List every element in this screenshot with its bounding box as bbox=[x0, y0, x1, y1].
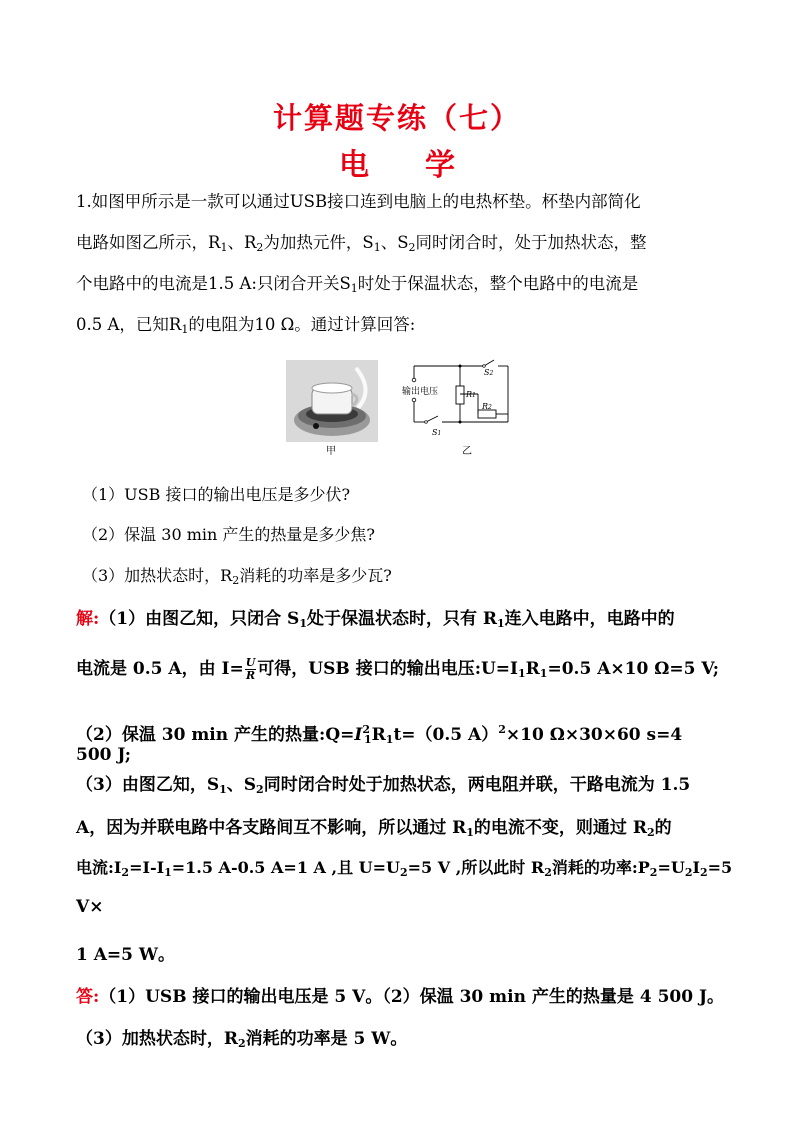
cup-warmer-photo bbox=[286, 360, 378, 442]
problem-text bbox=[76, 181, 722, 345]
solution-line-3: （2）保温 30 min 产生的热量$:Q=I^2_1R_1t=(0.5$ A）$^2$×10 Ω×30×60 s=4 500 J; bbox=[76, 723, 683, 765]
question-3: （3）加热状态时，$R_2$消耗的功率是多少瓦? bbox=[82, 566, 392, 587]
solution-line-1: 解:（1）由图乙知，只闭合 $S_1$处于保温状态时，只有 $R_1$连入电路中，电路中的 bbox=[76, 609, 675, 630]
answer-line-1: 答:（1）USB 接口的输出电压是 5 V。（2）保温 30 min 产生的热量是 4 500 J。 bbox=[76, 987, 725, 1007]
label-jia: 甲 bbox=[326, 446, 336, 457]
problem-line-2: 电路如图乙所示，$R_1$、$R_2$为加热元件，$S_1$、$S_2$同时闭合时，处于加热状态，整 bbox=[76, 233, 647, 254]
solution-line-4: （3）由图乙知，$S_1$、$S_2$同时闭合时处于加热状态，两电阻并联，干路电流为 1.5 bbox=[76, 775, 691, 796]
solution-line-2: 电流是 0.5 A，由 I= $\frac{U}{R}$ 可得，USB 接口的输出电压$:U=I_1R_1=0.5$ A×10 Ω=5 V; bbox=[76, 656, 720, 682]
solution-line-6: 电流$:I_2=I-I_1=1.5$ A-0.5 A=1 A ,且 $U=U_2=5$ V ,所以此时 $R_2$消耗的功率$:P_2=U_2I_2=5$ bbox=[76, 858, 733, 879]
solution-label: 解: bbox=[76, 609, 100, 629]
problem-line-4: 0.5 A，已知$R_1$的电阻为10 Ω。通过计算回答: bbox=[76, 315, 416, 336]
page-subtitle bbox=[0, 140, 794, 184]
problem-line-1: 1.如图甲所示是一款可以通过USB接口连到电脑上的电热杯垫。杯垫内部简化 bbox=[76, 192, 641, 211]
answer-line-2: （3）加热状态时，$R_2$消耗的功率是 5 W。 bbox=[76, 1029, 408, 1050]
voltage-label: 输出电压 bbox=[402, 387, 439, 397]
question-1: （1）USB 接口的输出电压是多少伏? bbox=[82, 485, 351, 504]
switch-s1-label: S1 bbox=[432, 428, 442, 437]
solution-line-5: A，因为并联电路中各支路间互不影响，所以通过 $R_1$的电流不变，则通过 $R_2$的 bbox=[76, 818, 672, 839]
subtitle-part1: 电 bbox=[339, 148, 369, 183]
figure bbox=[286, 356, 526, 458]
switch-s2-label: S2 bbox=[484, 368, 494, 377]
subtitle-part2: 学 bbox=[425, 148, 455, 183]
resistor-r2-label: R2 bbox=[482, 402, 492, 411]
answer-label: 答: bbox=[76, 987, 100, 1007]
label-yi: 乙 bbox=[462, 446, 472, 457]
cup-warmer-image bbox=[286, 360, 378, 442]
question-2: （2）保温 30 min 产生的热量是多少焦? bbox=[82, 525, 375, 544]
resistor-r1-label: R1 bbox=[466, 390, 476, 399]
solution-line-7: V× bbox=[76, 897, 104, 917]
solution-line-8: 1 A=5 W。 bbox=[76, 945, 176, 965]
page-title: 计算题专练（七） bbox=[272, 101, 521, 135]
problem-line-3: 个电路中的电流是1.5 A:只闭合开关$S_1$时处于保温状态，整个电路中的电流是 bbox=[76, 274, 639, 295]
fraction-u-over-r: $\frac{U}{R}$ bbox=[245, 656, 256, 682]
